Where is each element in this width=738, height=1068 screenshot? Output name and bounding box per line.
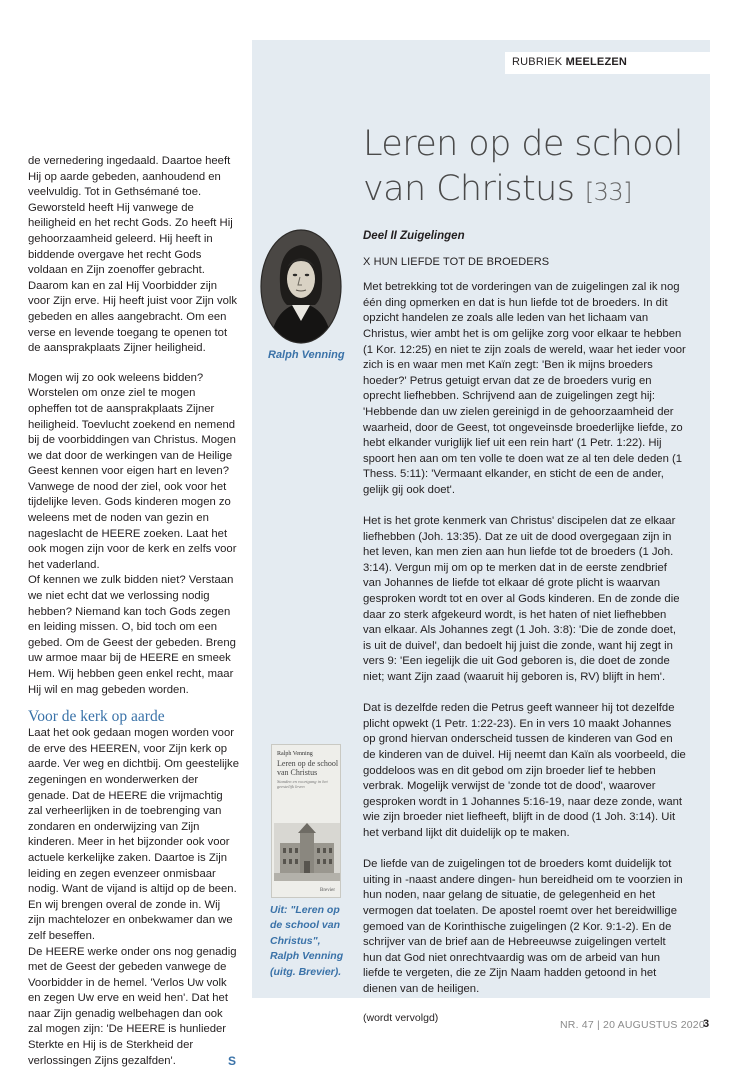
- rubriek-name: MEELEZEN: [565, 56, 628, 68]
- article-title: [363, 122, 703, 215]
- book-publisher: Brevier: [320, 888, 335, 893]
- left-paragraph-1: de vernedering ingedaald. Daartoe heeft Hij op aarde gebeden, aanhoudend en veelvuldig. Tot in Gethsémané toe. Geworsteld heeft Hij vanwege de heiligheid en het recht Gods. Zo heeft Hij gehoorzaamheid geleerd. Hij heeft in biddende overgave het recht Gods voldaan en Zijn zoenoffer gebracht. Daarom kan en zal Hij Voorbidder zijn voor Zijn erve. Hij heeft juist voor Zijn volk gebeden en alles aangebracht. Om een verse en levende toegang te openen tot de aansprakplaats Zijner heiligheid.: [28, 155, 238, 355]
- left-paragraph-2: Mogen wij zo ook weleens bidden? Worstelen om onze ziel te mogen opheffen tot de aansprakplaats Zijner heiligheid. Toevlucht zoekend en nemend bij de voorbiddingen van Christus. Mogen we dat door de werkingen van de Heilige Geest kennen voor eigen hart en leven? Vanwege de nood der ziel, ook voor het tijdelijke leven. Gods kinderen mogen zo weleens met de noden van gezin en nageslacht de HEERE zoeken. Laat het ook mogen zijn voor de kerk en zelfs voor het vaderland.: [28, 371, 237, 571]
- right-column: [363, 229, 686, 1027]
- right-paragraph-2: Het is het grote kenmerk van Christus' discipelen dat ze elkaar liefhebben (Joh. 13:35). Dat ze uit de dood overgegaan zijn in het leven, kan men zien aan hun liefde tot de broeders (1 Joh. 3:14). Vergun mij om op te merken dat in de eerste zendbrief van Johannes de liefde tot elkaar dé grote plicht is waarvan gesproken wordt tot en over al Gods kinderen. En de zonde die daar zo sterk afgekeurd wordt, is het haten of niet liefhebben van elkaar. Als Johannes zegt (1 Joh. 3:8): 'Die de zonde doet, is uit de duivel', dan bedoelt hij juist die zonde, want hij zegt in vers 9: 'Een iegelijk die uit God geboren is, die doet de zonde niet; want Zijn zaad (waaruit hij geboren is, RV) blijft in hem'.: [363, 515, 680, 684]
- rubriek-prefix: RUBRIEK: [512, 56, 563, 68]
- book-cover: [271, 744, 341, 898]
- left-paragraph-4: Laat het ook gedaan mogen worden voor de erve des HEEREN, voor Zijn kerk op aarde. Ver weg en dichtbij. Om geestelijke zegeningen en wonderwerken der genade. Dat de HEERE die vrijmachtig zal verheerlijken in de toebrenging van zondaren en onderwijzing van Zijn kinderen. Meer in het bijzonder ook voor actuele kerkelijke zaken. Daartoe is Zijn leiding en zegen evenzeer onmisbaar nodig. Want de vijand is altijd op de been. En wij brengen overal de zonde in. Wij zijn machtelozer en onbekwamer dan we zelf beseffen.: [28, 727, 239, 942]
- portrait-caption: Ralph Venning: [268, 349, 345, 361]
- left-paragraph-5: [28, 945, 240, 1068]
- section-deel: Deel II Zuigelingen: [363, 230, 465, 242]
- title-line-1: Leren op de school: [363, 124, 683, 164]
- title-line-2: [363, 167, 703, 215]
- issue-info: NR. 47 | 20 AUGUSTUS 2020: [560, 1019, 705, 1031]
- left-paragraph-5-text: De HEERE werke onder ons nog genadig met de Geest der gebeden vanwege de Voorbidder in de hemel. 'Verlos Uw volk en zegen Uw erve en weid hen'. Dat het naar Zijn genadig welbehagen dan ook zal mogen zijn: 'De HEERE is hunlieder Sterkte en Hij is de Sterkheid der verlossingen Zijns gezalfden'.: [28, 945, 237, 1067]
- right-paragraph-1: Met betrekking tot de vorderingen van de zuigelingen zal ik nog één ding opmerken en dat is hun liefde tot de broeders. In dit opzicht handelen ze zoals alle leden van het lichaam van Christus, wier ambt het is om gelijke zorg voor elkaar te hebben (1 Kor. 12:25) en niet te zijn zoals de wereld, waar het ieder voor zich is en waar men met Kaïn zegt: 'Ben ik mijns broeders hoeder?' Petrus getuigt ervan dat ze de broeders vurig en oprecht liefhebben. Schrijvend aan de zuigelingen zegt hij: 'Hebbende dan uw zielen gereinigd in de gehoorzaamheid der waarheid, door de Geest, tot ongeveinsde broederlijke liefde, zo hebt elkander vuriglijk lief uit een rein hart' (1 Petr. 1:22). Hij spoort hen aan om ten volle te doen wat ze al ten dele deden (1 Thess. 5:11): 'Vermaant elkander, en sticht de een de ander, gelijk gij ook doet'.: [363, 281, 686, 496]
- ralph-venning-portrait: [260, 229, 342, 344]
- right-paragraph-3: Dat is dezelfde reden die Petrus geeft wanneer hij tot dezelfde plicht opwekt (1 Petr. 1:22-23). En in vers 10 maakt Johannes op grond hiervan onderscheid tussen de kinderen van God en de kinderen van de duivel. Hij neemt dan Kaïn als voorbeeld, die goddeloos was en dit gebod om zijn broeder lief te hebben verbrak. Mogelijk verwijst de 'zonde tot de dood', waarover gesproken wordt in 1 Johannes 5:16-19, naar deze zonde, want wie zijn broeder niet liefheeft, blijft in de dood (1 Joh. 3:14). Uit het verband lijkt dit duidelijk op te maken.: [363, 702, 686, 839]
- page-number: 3: [703, 1018, 710, 1030]
- chapter-subtitle: X HUN LIEFDE TOT DE BROEDERS: [363, 255, 550, 268]
- end-mark-icon: S: [227, 1053, 236, 1068]
- left-paragraph-3: Of kennen we zulk bidden niet? Verstaan we niet echt dat we verlossing nodig hebben? Niemand kan toch Gods zegen en leiding missen. O, bid toch om een gebed. Om de Geest der gebeden. Breng uw armoe maar bij de HEERE en smeek Hem. Wij hebben geen enkel recht, maar Hij wil en mag gebeden worden.: [28, 574, 236, 696]
- book-building-image: [274, 823, 340, 881]
- section-heading: Voor de kerk op aarde: [28, 708, 165, 726]
- book-author: Ralph Venning: [277, 751, 313, 757]
- title-number: [33]: [584, 178, 632, 206]
- book-subtitle: Standen en voortgang in het geestelijk leven: [277, 779, 328, 789]
- rubriek-label: [505, 52, 710, 74]
- book-title: Leren op de school van Christus: [277, 759, 339, 777]
- right-paragraph-4: De liefde van de zuigelingen tot de broeders komt duidelijk tot uiting in -naast andere dingen- hun bereidheid om te voorzien in hun noden, naar gelang de situatie, de gelegenheid en het vermogen dat toelaten. De apostel roemt over het bereidwillige gemoed van de Korinthische zuigelingen (2 Kor. 9:1-2). En de schrijver van de brief aan de Hebreeuwse zuigelingen vertelt hun dat God niet onrechtvaardig was om de arbeid van hun liefde te vergeten, die ze Zijn Naam hadden getoond in het dienen van de heiligen.: [363, 858, 683, 995]
- book-caption: Uit: "Leren op de school van Christus", Ralph Venning (uitg. Brevier).: [270, 904, 344, 978]
- title-line-2-text: van Christus: [363, 169, 575, 209]
- left-column: [28, 154, 240, 1068]
- to-be-continued: (wordt vervolgd): [363, 1012, 439, 1025]
